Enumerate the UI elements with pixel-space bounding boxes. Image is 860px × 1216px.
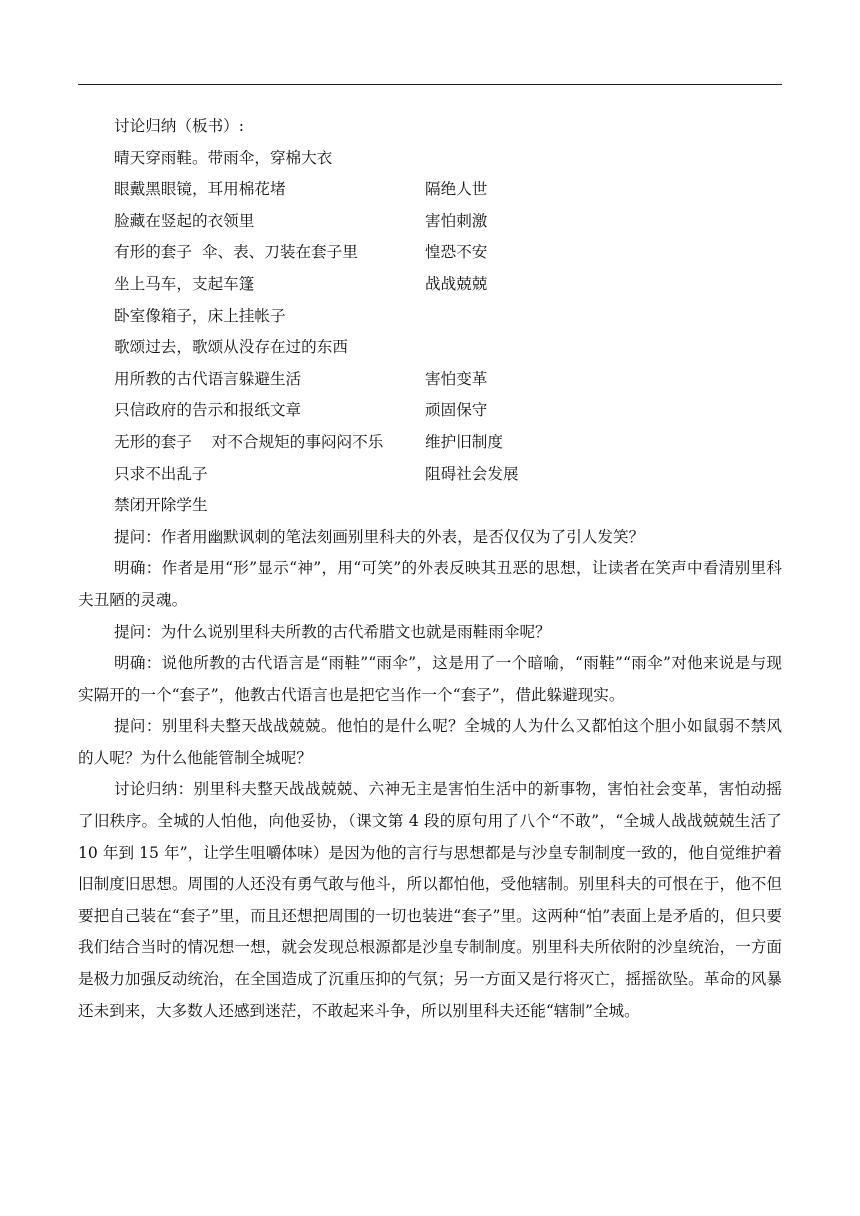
board-row-right: 战战兢兢 [425,274,488,293]
answer-paragraph: 明确：作者是用“形”显示“神”，用“可笑”的外表反映其丑恶的思想，让读者在笑声中看清别里科夫丑陋的灵魂。 [78,559,782,609]
board-row-right: 隔绝人世 [425,180,488,199]
board-row [78,143,782,175]
board-row [78,332,782,364]
board-row-left: 禁闭开除学生 [114,496,208,515]
board-row [78,364,782,396]
question-paragraph: 提问：作者用幽默讽刺的笔法刻画别里科夫的外表，是否仅仅为了引人发笑？ [114,527,645,546]
board-row-left: 只信政府的告示和报纸文章 [114,401,302,420]
board-row-left: 晴天穿雨鞋。带雨伞，穿棉大衣 [114,148,333,167]
board-row-left: 卧室像箱子，床上挂帐子 [114,306,286,325]
board-row [78,269,782,301]
board-table [78,143,782,522]
board-row [78,427,782,459]
board-row-right: 害怕变革 [425,369,488,388]
board-row [78,237,782,269]
board-row [78,459,782,491]
board-row-left: 脸藏在竖起的衣领里 [114,211,255,230]
board-row-left: 有形的套子 伞、表、刀装在套子里 [114,243,358,262]
question-paragraph: 提问：为什么说别里科夫所教的古代希腊文也就是雨鞋雨伞呢？ [114,622,551,641]
header-rule [78,84,782,85]
board-row [78,206,782,238]
board-row [78,395,782,427]
question-paragraph: 提问：别里科夫整天战战兢兢。他怕的是什么呢？全城的人为什么又都怕这个胆小如鼠弱不禁风的人呢？为什么他能管制全城呢？ [78,717,782,767]
discussion-paragraph: 讨论归纳：别里科夫整天战战兢兢、六神无主是害怕生活中的新事物，害怕社会变革，害怕动摇了旧秩序。全城的人怕他，向他妥协，（课文第 4 段的原句用了八个“不敢”，“全城人战战兢兢生活了 10 年到 15 年”，让学生咀嚼体味）是因为他的言行与思想都是与沙皇专制制度一致的，他自觉维护着旧制度旧思想。周围的人还没有勇气敢与他斗，所以都怕他，受他辖制。别里科夫的可恨在于，他不但要把自己装在“套子”里，而且还想把周围的一切也装进“套子”里。这两种“怕”表面上是矛盾的，但只要我们结合当时的情况想一想，就会发现总根源都是沙皇专制制度。别里科夫所依附的沙皇统治，一方面是极力加强反动统治，在全国造成了沉重压抑的气氛；另一方面又是行将灭亡，摇摇欲坠。革命的风暴还未到来，大多数人还感到迷茫，不敢起来斗争，所以别里科夫还能“辖制”全城。 [78,780,782,1020]
board-row [78,490,782,522]
board-row [78,174,782,206]
board-row-left: 只求不出乱子 [114,464,208,483]
board-row [78,301,782,333]
board-row-right: 害怕刺激 [425,211,488,230]
answer-paragraph: 明确：说他所教的古代语言是“雨鞋”“雨伞”，这是用了一个暗喻，“雨鞋”“雨伞”对他来说是与现实隔开的一个“套子”，他教古代语言也是把它当作一个“套子”，借此躲避现实。 [78,654,782,704]
board-row-right: 顽固保守 [425,401,488,420]
board-row-left: 眼戴黑眼镜，耳用棉花堵 [114,180,286,199]
board-row-right: 维护旧制度 [425,432,503,451]
board-heading: 讨论归纳（板书）: [114,117,245,135]
document-body [78,111,782,1027]
board-row-left: 用所教的古代语言躲避生活 [114,369,302,388]
board-row-left: 歌颂过去，歌颂从没存在过的东西 [114,338,348,357]
board-row-right: 惶恐不安 [425,243,488,262]
board-row-left: 坐上马车，支起车篷 [114,274,255,293]
board-row-left: 无形的套子 对不合规矩的事闷闷不乐 [114,432,384,451]
board-row-right: 阻碍社会发展 [425,464,519,483]
